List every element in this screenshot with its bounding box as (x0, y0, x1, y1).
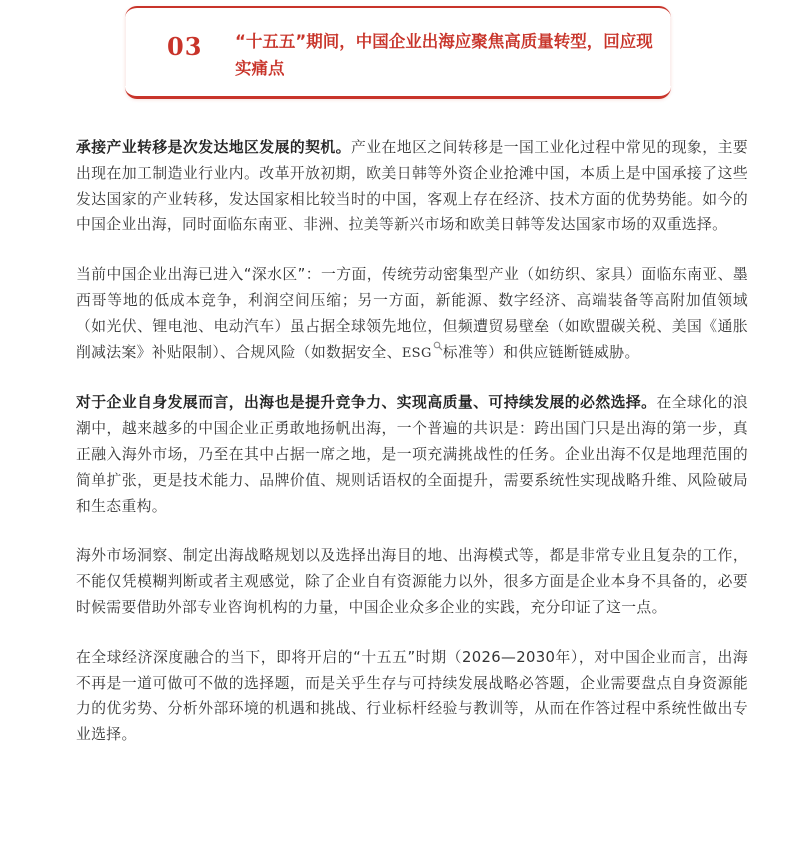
paragraph-industry-transfer (76, 135, 748, 238)
paragraph-deep-water (76, 262, 748, 366)
paragraph-text: 标准等）和供应链断链威胁。 (442, 343, 640, 361)
esg-keyword-link[interactable]: ESG (401, 345, 432, 361)
search-icon[interactable] (433, 341, 443, 351)
paragraph-text: 在全球化的浪潮中，越来越多的中国企业正勇敢地扬帆出海，一个普遍的共识是：跨出国门只是出海的第一步，真正融入海外市场，乃至在其中占据一席之地，是一项充满挑战性的任务。企业出海不仅是地理范围的简单扩张，更是技术能力、品牌价值、规则话语权的全面提升，需要系统性实现战略升维、风险破局和生态重构。 (76, 394, 748, 515)
paragraph-lead-bold: 对于企业自身发展而言，出海也是提升竞争力、实现高质量、可持续发展的必然选择。 (76, 394, 657, 412)
paragraph-15th-five-year: 在全球经济深度融合的当下，即将开启的“十五五”时期（2026—2030年），对中国企业而言，出海不再是一道可做可不做的选择题，而是关乎生存与可持续发展战略必答题，企业需要盘点自身资源能力的优劣势、分析外部环境的机遇和挑战、行业标杆经验与教训等，从而在作答过程中系统性做出专业选择。 (76, 648, 748, 744)
paragraph-competitiveness (76, 390, 748, 519)
section-header-card (125, 6, 671, 99)
section-number: 03 (167, 32, 203, 61)
paragraph-consulting: 海外市场洞察、制定出海战略规划以及选择出海目的地、出海模式等，都是非常专业且复杂的工作，不能仅凭模糊判断或者主观感觉，除了企业自有资源能力以外，很多方面是企业本身不具备的，必要时候需要借助外部专业咨询机构的力量，中国企业众多企业的实践，充分印证了这一点。 (76, 547, 748, 616)
section-title: “十五五”期间，中国企业出海应聚焦高质量转型，回应现实痛点 (235, 32, 653, 78)
paragraph-lead-bold: 承接产业转移是次发达地区发展的契机。 (76, 139, 351, 156)
article-body (76, 135, 748, 772)
paragraph-text: 产业在地区之间转移是一国工业化过程中常见的现象，主要出现在加工制造业行业内。改革开放初期，欧美日韩等外资企业抢滩中国，本质上是中国承接了这些发达国家的产业转移，发达国家相比较当时的中国，客观上存在经济、技术方面的优势势能。如今的中国企业出海，同时面临东南亚、非洲、拉美等新兴市场和欧美日韩等发达国家市场的双重选择。 (76, 139, 748, 234)
paragraph-text: 当前中国企业出海已进入“深水区”：一方面，传统劳动密集型产业（如纺织、家具）面临东南亚、墨西哥等地的低成本竞争，利润空间压缩；另一方面，新能源、数字经济、高端装备等高附加值领域（如光伏、锂电池、电动汽车）虽占据全球领先地位，但频遭贸易壁垒（如欧盟碳关税、美国《通胀削减法案》补贴限制）、合规风险（如数据安全、 (76, 266, 748, 361)
